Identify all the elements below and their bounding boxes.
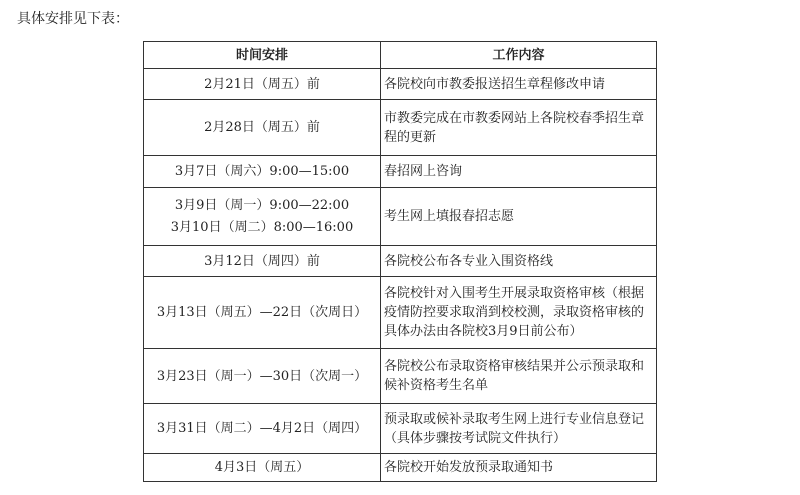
work-cell: 各院校向市教委报送招生章程修改申请	[381, 69, 657, 100]
time-cell: 3月23日（周一）—30日（次周一）	[144, 349, 381, 404]
table-row	[144, 277, 657, 349]
time-cell: 4月3日（周五）	[144, 454, 381, 482]
time-cell: 2月21日（周五）前	[144, 69, 381, 100]
table-row	[144, 349, 657, 404]
work-cell: 各院校针对入围考生开展录取资格审核（根据疫情防控要求取消到校校测，录取资格审核的具体办法由各院校3月9日前公布）	[381, 277, 657, 349]
table-row	[144, 454, 657, 482]
work-cell: 各院校开始发放预录取通知书	[381, 454, 657, 482]
time-cell: 3月13日（周五）—22日（次周日）	[144, 277, 381, 349]
header-work: 工作内容	[381, 42, 657, 69]
time-cell: 2月28日（周五）前	[144, 100, 381, 156]
work-cell: 市教委完成在市教委网站上各院校春季招生章程的更新	[381, 100, 657, 156]
schedule-table	[143, 41, 657, 482]
table-header-row	[144, 42, 657, 69]
work-cell: 考生网上填报春招志愿	[381, 188, 657, 246]
work-cell: 各院校公布各专业入围资格线	[381, 246, 657, 277]
time-line: 3月9日（周一）9:00—22:00	[174, 197, 350, 213]
table-row	[144, 246, 657, 277]
table-row	[144, 69, 657, 100]
work-cell: 预录取或候补录取考生网上进行专业信息登记（具体步骤按考试院文件执行）	[381, 404, 657, 454]
time-cell: 3月7日（周六）9:00—15:00	[144, 156, 381, 188]
work-cell: 各院校公布录取资格审核结果并公示预录取和候补资格考生名单	[381, 349, 657, 404]
work-cell: 春招网上咨询	[381, 156, 657, 188]
intro-text: 具体安排见下表：	[17, 11, 129, 27]
time-line: 3月10日（周二）8:00—16:00	[170, 219, 354, 235]
time-cell: 3月12日（周四）前	[144, 246, 381, 277]
time-cell: 3月31日（周二）—4月2日（周四）	[144, 404, 381, 454]
table-row	[144, 156, 657, 188]
header-time: 时间安排	[144, 42, 381, 69]
time-cell	[144, 188, 381, 246]
table-row	[144, 404, 657, 454]
table-row	[144, 188, 657, 246]
table-row	[144, 100, 657, 156]
